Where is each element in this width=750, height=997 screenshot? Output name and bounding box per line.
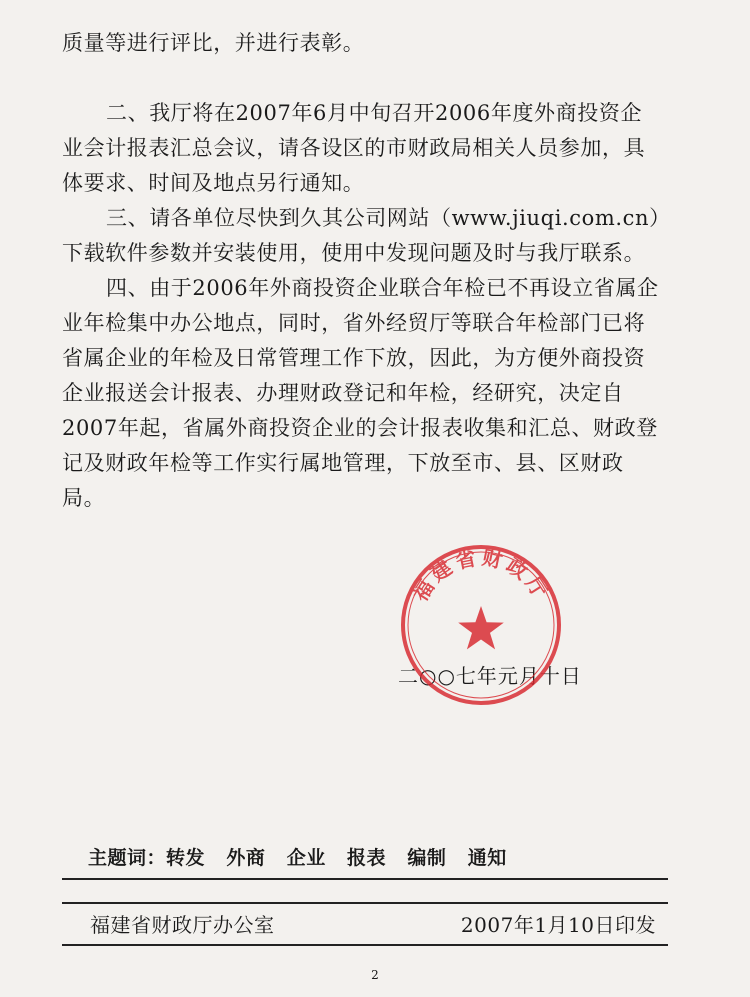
issuing-office: 福建省财政厅办公室 xyxy=(90,913,275,937)
subject-keywords: 主题词：转发 外商 企业 报表 编制 通知 xyxy=(88,847,507,869)
paragraph-item-2: 二、我厅将在2007年6月中旬召开2006年度外商投资企业会计报表汇总会议，请各设区的市财政局相关人员参加，具体要求、时间及地点另行通知。 xyxy=(62,101,646,195)
issue-date: 2007年1月10日印发 xyxy=(460,913,656,937)
paragraph-item-3: 三、请各单位尽快到久其公司网站（www.jiuqi.com.cn）下载软件参数并安装使用，使用中发现问题及时与我厅联系。 xyxy=(62,206,661,265)
official-seal-icon xyxy=(398,542,564,708)
paragraph-continuation: 质量等进行评比，并进行表彰。 xyxy=(62,31,365,55)
divider-bottom xyxy=(62,944,668,946)
paragraph-item-4: 四、由于2006年外商投资企业联合年检已不再设立省属企业年检集中办公地点，同时，省外经贸厅等联合年检部门已将省属企业的年检及日常管理工作下放，因此，为方便外商投资企业报送会计报表、办理财政登记和年检，经研究，决定自2007年起，省属外商投资企业的会计报表收集和汇总、财政登记及财政年检等工作实行属地管理，下放至市、县、区财政局。 xyxy=(62,276,659,510)
signature-date: 二○○七年元月十日 xyxy=(398,664,582,688)
divider-top xyxy=(62,878,668,880)
divider-middle xyxy=(62,902,668,904)
svg-text:福建省财政厅: 福建省财政厅 xyxy=(407,545,555,606)
page-number: 2 xyxy=(371,968,379,982)
